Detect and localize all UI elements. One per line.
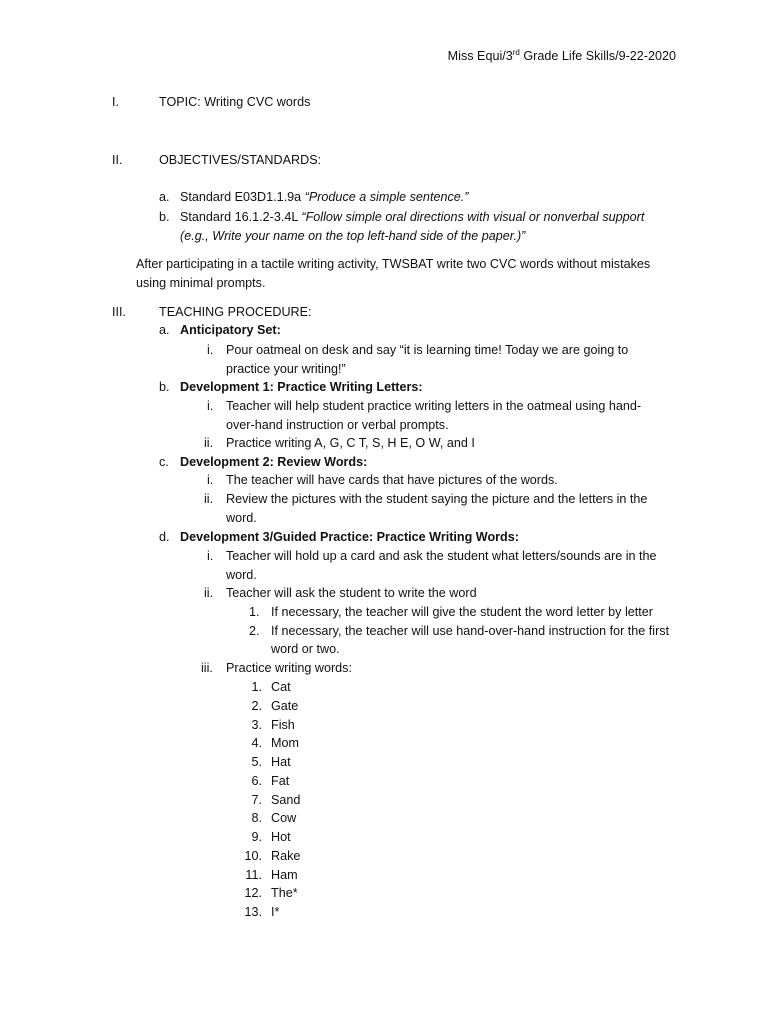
- word-item: The*: [271, 886, 298, 901]
- word-item: Rake: [271, 848, 301, 863]
- part-c-item-2-line-1: Review the pictures with the student saying the picture and the letters in the: [226, 492, 648, 506]
- part-b-item-1-marker: i.: [207, 399, 214, 413]
- part-d-item-1-line-2: word.: [226, 568, 257, 582]
- part-d-marker: d.: [159, 530, 170, 544]
- part-d-item-3-marker: iii.: [201, 661, 213, 675]
- procedure-heading: TEACHING PROCEDURE:: [159, 305, 312, 319]
- part-a-marker: a.: [159, 323, 170, 337]
- objective-line-2: using minimal prompts.: [136, 276, 266, 290]
- document-header: [448, 48, 676, 64]
- word-number: 6.: [251, 773, 262, 788]
- standard-a: [180, 190, 468, 205]
- word-item: Hat: [271, 755, 291, 769]
- standard-a-code: Standard E03D1.1.9a: [180, 190, 302, 204]
- part-d-item-1-line-1: Teacher will hold up a card and ask the student what letters/sounds are in the: [226, 549, 657, 563]
- standard-b-marker: b.: [159, 210, 170, 224]
- part-b-item-2-line-1: Practice writing A, G, C T, S, H E, O W, and I: [226, 436, 475, 450]
- part-d-sub-1-line-1: If necessary, the teacher will give the student the word letter by letter: [271, 605, 653, 619]
- part-d-title: Development 3/Guided Practice: Practice Writing Words:: [180, 530, 519, 544]
- part-a-item-1-line-1: Pour oatmeal on desk and say “it is learning time! Today we are going to: [226, 343, 629, 357]
- topic-value: Writing CVC words: [200, 95, 311, 109]
- part-c-item-1-line-1: The teacher will have cards that have pictures of the words.: [226, 473, 558, 487]
- word-item: Mom: [271, 736, 299, 751]
- part-d-item-2-line-1: Teacher will ask the student to write the word: [226, 586, 477, 600]
- part-c-item-2-line-2: word.: [226, 511, 257, 525]
- part-a-item-1-marker: i.: [207, 343, 214, 357]
- section-1-numeral: I.: [112, 95, 119, 109]
- part-b-title: Development 1: Practice Writing Letters:: [180, 380, 423, 394]
- part-d-item-3-line-1: Practice writing words:: [226, 661, 352, 675]
- part-b-item-1-line-1: Teacher will help student practice writing letters in the oatmeal using hand-: [226, 399, 642, 413]
- section-2-numeral: II.: [112, 153, 123, 167]
- part-d-sub-2-marker: 2.: [249, 624, 260, 638]
- part-b-marker: b.: [159, 380, 170, 394]
- word-item: Sand: [271, 792, 301, 807]
- topic-line: [159, 95, 310, 110]
- standard-a-quote: “Produce a simple sentence.”: [304, 190, 469, 204]
- part-d-sub-2-line-1: If necessary, the teacher will use hand-over-hand instruction for the first: [271, 624, 670, 638]
- word-item: I*: [271, 905, 280, 919]
- word-number: 7.: [251, 792, 262, 807]
- part-d-sub-2-line-2: word or two.: [271, 642, 340, 656]
- standard-a-marker: a.: [159, 190, 170, 204]
- part-c-item-1-marker: i.: [207, 473, 214, 487]
- word-number: 13.: [244, 905, 262, 919]
- header-suffix: Grade Life Skills/9-22-2020: [519, 49, 676, 64]
- part-d-item-2-marker: ii.: [204, 586, 214, 600]
- word-item: Cow: [271, 811, 297, 826]
- standard-b-quote-line-2: (e.g., Write your name on the top left-hand side of the paper.)”: [180, 229, 526, 243]
- part-c-title: Development 2: Review Words:: [180, 455, 368, 469]
- word-number: 8.: [251, 811, 262, 826]
- standard-b-code: Standard 16.1.2-3.4L: [180, 210, 298, 224]
- objective-line-1: After participating in a tactile writing activity, TWSBAT write two CVC words without mistakes: [136, 257, 651, 271]
- part-b-item-1-line-2: over-hand instruction or verbal prompts.: [226, 418, 449, 432]
- part-a-title: Anticipatory Set:: [180, 323, 281, 337]
- word-number: 5.: [251, 755, 262, 769]
- part-d-sub-1-marker: 1.: [249, 605, 260, 619]
- standard-b: [180, 210, 644, 225]
- word-item: Ham: [271, 867, 298, 882]
- objectives-heading: OBJECTIVES/STANDARDS:: [159, 153, 322, 167]
- part-d-item-1-marker: i.: [207, 549, 214, 563]
- header-prefix: Miss Equi/3: [447, 49, 513, 64]
- part-a-item-1-line-2: practice your writing!”: [226, 362, 346, 376]
- word-number: 1.: [251, 680, 262, 694]
- word-number: 4.: [251, 736, 262, 751]
- header-ordinal: rd: [512, 48, 520, 57]
- word-item: Cat: [271, 680, 291, 694]
- word-number: 2.: [251, 698, 262, 713]
- word-number: 12.: [244, 886, 262, 901]
- section-3-numeral: III.: [112, 305, 126, 319]
- word-item: Fat: [271, 773, 290, 788]
- topic-label: TOPIC:: [159, 95, 201, 109]
- part-b-item-2-marker: ii.: [204, 436, 214, 450]
- word-number: 10.: [244, 848, 262, 863]
- standard-b-quote-line-1: “Follow simple oral directions with visual or nonverbal support: [301, 210, 645, 224]
- word-number: 9.: [251, 830, 262, 844]
- word-number: 11.: [245, 867, 262, 882]
- part-c-item-2-marker: ii.: [204, 492, 214, 506]
- part-c-marker: c.: [159, 455, 169, 469]
- word-item: Fish: [271, 717, 295, 732]
- word-item: Gate: [271, 698, 299, 713]
- word-item: Hot: [271, 830, 291, 844]
- word-number: 3.: [251, 717, 262, 732]
